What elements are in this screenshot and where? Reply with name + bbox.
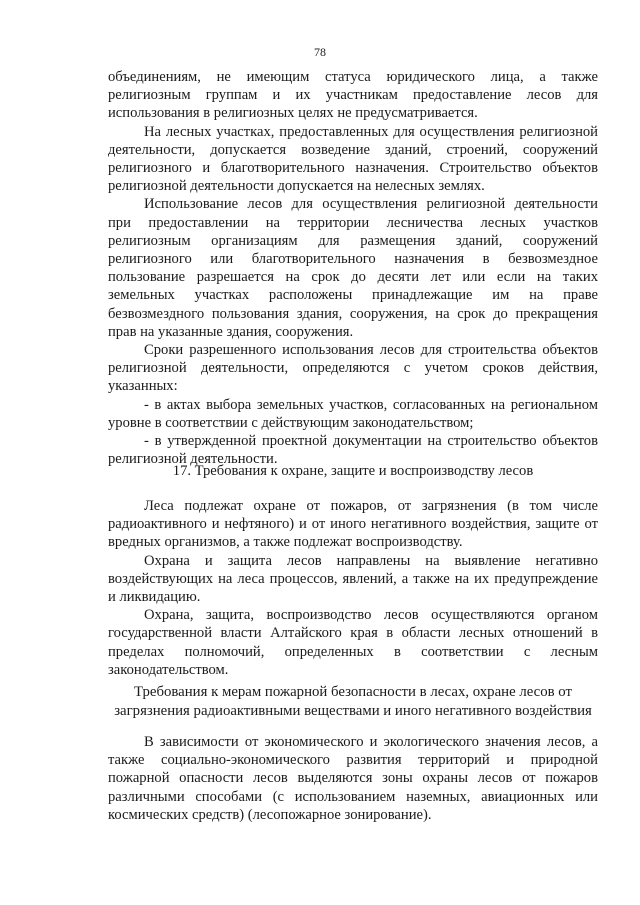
text-line: Леса подлежат охране от пожаров, от загрязнения (в том числе — [144, 498, 598, 514]
text-line: космических средств) (лесопожарное зонирование). — [108, 806, 432, 823]
text-line: Охрана, защита, воспроизводство лесов осуществляются органом — [144, 607, 598, 624]
text-line: религиозного или благотворительного назначения в безвозмездное — [108, 251, 598, 268]
text-line: также социально-экономического развития территорий и природной — [108, 752, 598, 769]
text-line: На лесных участках, предоставленных для осуществления религиозной — [144, 123, 598, 140]
text-line: религиозного и благотворительного назначения. Строительство объектов — [108, 160, 598, 177]
text-line: и ликвидацию. — [108, 589, 201, 606]
section-heading: 17. Требования к охране, защите и воспроизводству лесов — [172, 463, 534, 479]
text-line: пользование разрешается на срок до десяти лет или если на таких — [108, 269, 598, 286]
religious-use-section — [108, 68, 598, 468]
text-line: государственной власти Алтайского края в области лесных отношений в — [108, 625, 598, 642]
text-line: пожарной опасности лесов выделяются зоны охраны лесов от пожаров — [108, 770, 598, 787]
text-line: религиозным организациям для размещения зданий, сооружений — [108, 232, 598, 249]
fire-zoning-section — [108, 733, 598, 824]
text-line: радиоактивного и нефтяного) и от иного негативного воздействия, защите от — [108, 516, 598, 533]
text-line: религиозной деятельности допускается на нелесных землях. — [108, 178, 485, 195]
text-line: пределах полномочий, определенных в соответствии с лесным — [108, 643, 598, 660]
text-line: законодательством. — [108, 661, 229, 678]
text-line: прав на указанные здания, сооружения. — [108, 323, 354, 340]
text-line: безвозмездного пользования здания, сооружения, на срок до прекращения — [108, 305, 598, 322]
text-line: различными способами (с использованием наземных, авиационных или — [108, 788, 598, 805]
text-line: Охрана и защита лесов направлены на выявление негативно — [144, 552, 598, 569]
text-line: В зависимости от экономического и экологического значения лесов, а — [144, 734, 598, 750]
text-line: вредных организмов, а также подлежат воспроизводству. — [108, 534, 463, 551]
text-line: религиозным группам и их участникам предоставление лесов для — [108, 87, 598, 104]
heading-line: Требования к мерам пожарной безопасности в лесах, охране лесов от — [134, 684, 572, 700]
text-line: религиозной деятельности, определяются с учетом сроков действия, — [108, 360, 598, 377]
text-line: при предоставлении на территории лесничества лесных участков — [108, 214, 598, 231]
text-line: объединениям, не имеющим статуса юридического лица, а также — [108, 69, 598, 85]
list-item-continuation: уровне в соответствии с действующим законодательством; — [108, 414, 474, 431]
list-item: - в актах выбора земельных участков, согласованных на региональном — [144, 396, 598, 413]
subsection-heading — [108, 683, 598, 721]
list-item: - в утвержденной проектной документации на строительство объектов — [144, 433, 598, 450]
text-line: использования в религиозных целях не предусматривается. — [108, 105, 478, 122]
text-line: земельных участках расположены принадлежащие им на праве — [108, 287, 598, 304]
text-line: Использование лесов для осуществления религиозной деятельности — [144, 196, 598, 213]
text-line: деятельности, допускается возведение зданий, строений, сооружений — [108, 141, 598, 158]
text-line: указанных: — [108, 378, 178, 395]
list-item-continuation: религиозной деятельности. — [108, 451, 278, 468]
text-line: воздействующих на леса процессов, явлений, а также на их предупреждение — [108, 570, 598, 587]
text-line: Сроки разрешенного использования лесов для строительства объектов — [144, 342, 598, 359]
protection-section — [108, 497, 598, 679]
heading-line: загрязнения радиоактивными веществами и иного негативного воздействия — [114, 703, 592, 719]
page-number: 78 — [314, 45, 326, 59]
